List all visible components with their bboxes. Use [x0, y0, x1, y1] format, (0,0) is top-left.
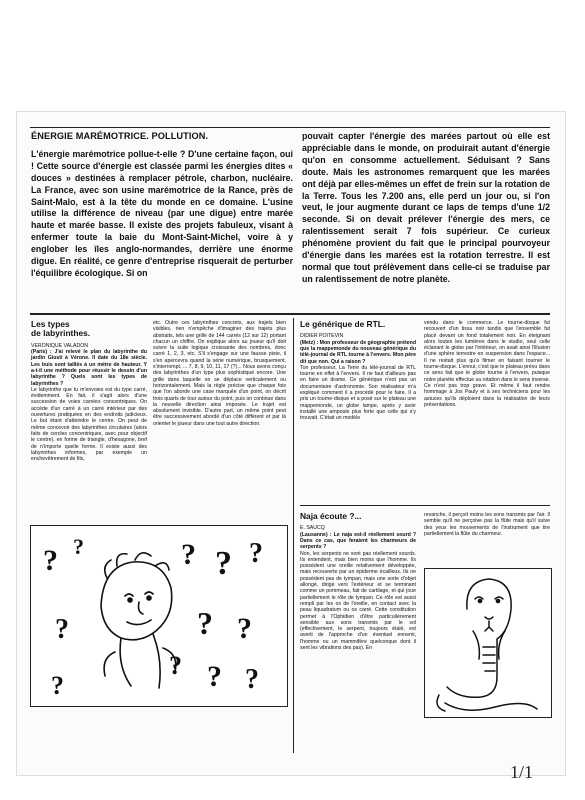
rtl-place: (Metz) : [300, 339, 319, 346]
top-article-col2 [302, 131, 550, 286]
rtl-col1 [300, 320, 416, 422]
rtl-answer-cont: vendu dans le commerce. Le tourne-disque fut recouvert d'un tissu noir tandis que l'ensemble fut placé devant un fond totalement noir. En éteignant alors toutes les lumières dans le studio, seul celle éclairant le globe par l'intérieur, on avait ainsi l'illusion d'une sphère terrestre en suspension dans l'espace... Il ne restait plus qu'à filmer en faisant tourner le tourne-disque. L'ennui, c'est que le plateau prévu dans ce sens fait que le globe tourne à l'envers, puisque notre planète effectue sa rotation dans le sens inverse. Ce n'est pas trop grave. Et même il faut rendre hommage à Jos Pauly et à ses techniciens pour les astuces qu'ils déploient dans la réalisation de leurs présentations. [424, 320, 550, 408]
svg-text:?: ? [237, 612, 252, 645]
svg-text:?: ? [51, 671, 64, 700]
top-rule [30, 127, 550, 128]
svg-text:?: ? [197, 605, 213, 641]
top-article-heading: ÉNERGIE MARÉMOTRICE. POLLUTION. [31, 131, 209, 141]
rtl-answer: Ton professeur. La Terre du télé-journal de RTL tourne en effet à l'envers. Il ne faut d'ailleurs pas en faire un drame. Ce générique n'est pas un documentaire d'astronomie. Son réalisateur m'a expliqué comment il a procédé pour le faire. Il a pris un tourne-disque et a posé sur le plateau une mappemonde, un globe lampe, après y avoir installé une ampoule plus forte que celle qui s'y trouvait. C'était un modèle [300, 364, 416, 422]
top-article-text-1: L'énergie marémotrice pollue-t-elle ? D'une certaine façon, oui ! Cette source d'énergie est classée parmi les énergies dites « douces » destinées à remplacer pétrole, charbon, nucléaire. La France, avec son usine marémotrice de la Rance, près de Saint-Malo, est à la tête du monde en ce domaine. L'usine utilise la différence de niveau (par une digue) entre marée haute et marée basse. Il existe des projets fabuleux, visant à enfermer toute la baie du Mont-Saint-Michel, voire à y englober les îles anglo-normandes, derrière une énorme digue. En réalité, ce genre d'entreprise risquerait de perturber l'équilibre écologique. Si on [31, 148, 293, 278]
naja-byline: E. SAUCQ [300, 525, 325, 532]
naja-answer: Non, les serpents ne sont pas réellement sourds. Ils entendent, mais bien moins que l'homme. Ils possèdent une oreille relativement développée, mais recouverte par un épiderme écailleux. Ils ne possèdent pas de tympan, mais une sorte d'objet allongé, dirigé vers l'extérieur et se terminant comme un pommeau, fait de cartilage, et qui joue partiellement le rôle de tympan. Ce rôle est aussi rempli par les os de l'oreille, en contact avec la peau liquadratum ou os carré. Cette constitution permet à l'Ophidien d'être particulièrement sensible aux sons transmis par le sol (effectivement, le serpent, toujours étalé, est averti de l'approche d'un éventuel ennemi, l'homme ou un mammifère quelconque dont il sent les vibrations des pas). En [300, 550, 416, 652]
labyrinth-col1 [31, 320, 147, 462]
cobra-illustration [424, 568, 552, 718]
labyrinth-place: (Paris) : [31, 349, 52, 356]
naja-col1 [300, 512, 416, 651]
rtl-title: Le générique de RTL. [300, 319, 386, 329]
top-article-text-2: pouvait capter l'énergie des marées partout où elle est appréciable dans le monde, on produirait autant d'énergie qu'on en consomme actuellement. Séduisant ? Sans doute. Mais les astronomes remarquent que les marées ont déjà par elles-mêmes un effet de frein sur la rotation de la Terre. Tous les 7.200 ans, elle perd un jour ou, si l'on veut, le jour augmente durant ce laps de temps d'une 1/2 seconde. Si on devait prélever l'énergie des mers, ce ralentissement serait 7 fois supérieur. Ce curieux phénomène provient du fait que le principal pourvoyeur d'énergie dans les marées est la rotation terrestre. Il est normal que tout prélèvement dans celle-ci se traduise par un ralentissement de notre planète. [302, 131, 550, 284]
labyrinth-illustration [30, 525, 288, 707]
naja-place: (Lausanne) : [300, 531, 332, 538]
rtl-byline: DIDIER POITEVIN [300, 333, 344, 340]
svg-text:?: ? [249, 538, 263, 569]
rtl-naja-rule [300, 505, 550, 506]
labyrinth-question: J'ai relevé le plan du labyrinthe du jardin Giusti à Vérone. Il date du 18e siècle. Les buis sont taillés à un mètre de hauteur. Y a-t-il une méthode pour réussir le dessin d'un labyrinthe ? Quels sont les types de labyrinthes ? [31, 349, 147, 387]
labyrinth-byline: VERONIQUE VALADON [31, 342, 88, 349]
svg-text:?: ? [207, 660, 222, 693]
mid-rule-v [293, 318, 294, 753]
rtl-question: Mon professeur de géographie prétend que la mappemonde du nouveau générique du télé-journal de RTL tourne à l'envers. Mon père dit que non. Qui a raison ? [300, 339, 416, 365]
svg-text:?: ? [73, 534, 84, 559]
section-rule [30, 313, 550, 315]
svg-text:?: ? [55, 614, 69, 645]
svg-text:?: ? [215, 545, 232, 582]
puzzled-man-drawing [31, 526, 287, 706]
naja-answer-cont: revanche, il perçoit moins les sons transmis par l'air. Il semble qu'il ne perçoive pas la flûte mais qu'il suive des yeux les mouvements de l'instrument que tire partiellement la flûte du charmeur. [424, 512, 550, 537]
svg-text:?: ? [181, 538, 196, 571]
naja-col2 [424, 512, 550, 537]
naja-title: Naja écoute ?... [300, 511, 362, 521]
labyrinth-answer-1: Le labyrinthe que tu m'envoies est du type carré, évidemment. En fait, il s'agit alors d'une succession de voies carrées concentriques. On accède d'un carré à un carré intérieur par des ouvertures pratiquées en des endroits judicieux. Le but étant d'atteindre le centre. On peut de même concevoir des labyrinthes circulaires (alors faits de cercles concentriques, avec pour objectif le centre), en forme de triangle, d'hexagone, bref de n'importe quelle forme. Il existe aussi des labyrinthes informes, par exemple un enchevêtrement de fils, [31, 386, 147, 463]
rtl-col2 [424, 320, 550, 408]
labyrinth-answer-2: etc. Outre ces labyrinthes concrets, aux trajets bien visibles, rien n'empêche d'imaginer des trajets plus abstraits, tels une grille de 144 carrés (12 sur 12) portant chacun un chiffre. On explique alors au joueur qu'il doit suivre la suite logique croissante des nombres, donc carré 1, 2, 3, etc. S'il s'engage sur une fausse piste, il s'en apercevra quand la série numérique, brusquement, s'interrompt. ... 7, 8, 9, 10, 11, 17 (?)... Nous avons conçu des labyrinthes d'un type plus sophistiqué encore. Une grille dans laquelle on se déplace verticalement ou horizontalement. Mais la règle précise que chaque fois que l'on aborde une case marquée d'un point, on décrit trois quarts de tour autour du point, puis on continue dans la nouvelle direction ainsi imposée. Le trajet est absolument invisible. D'autre part, un même point peut être successivement abordé d'un côté différent et par là orienter le joueur dans une tout autre direction. [153, 320, 286, 427]
cobra-drawing [425, 569, 551, 717]
labyrinth-title: Les types de labyrinthes. [31, 319, 91, 339]
page-mark: 1/1 [510, 762, 534, 782]
naja-question: Le naja est-il réellement sourd ? Dans ce cas, que feraient les charmeurs de serpents ? [300, 531, 416, 551]
svg-text:?: ? [169, 651, 182, 680]
svg-text:?: ? [245, 664, 259, 695]
top-article-col1 [31, 131, 293, 280]
labyrinth-col2 [153, 320, 286, 427]
svg-text:?: ? [43, 544, 58, 577]
